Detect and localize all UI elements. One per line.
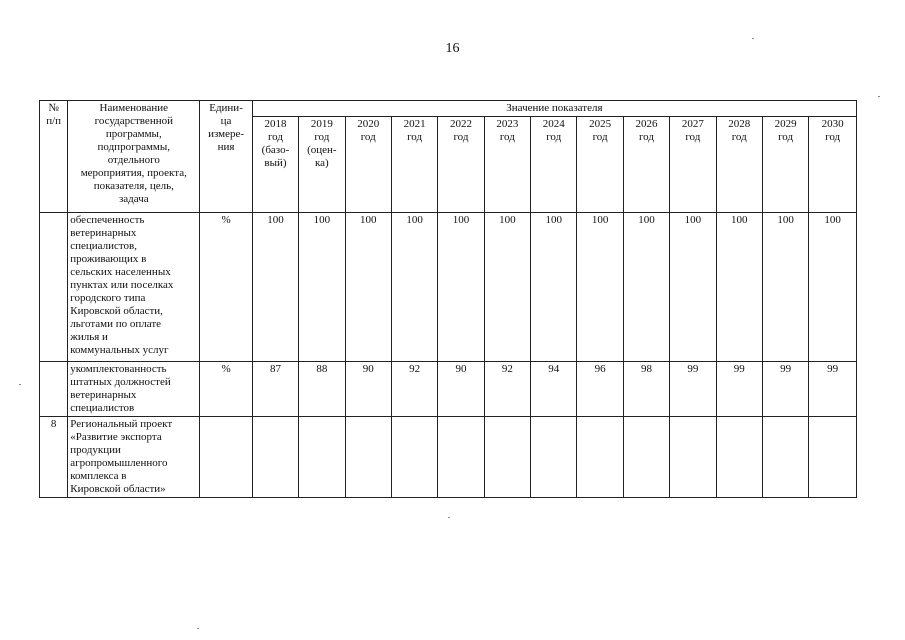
- row-value: [252, 417, 298, 498]
- header-year: 2023 год: [484, 117, 530, 213]
- header-year: 2030 год: [809, 117, 857, 213]
- header-year: 2025 год: [577, 117, 623, 213]
- row-value: 100: [762, 213, 808, 362]
- indicators-table: [39, 100, 857, 498]
- row-unit: %: [200, 213, 252, 362]
- row-value: 99: [809, 362, 857, 417]
- header-year: 2020 год: [345, 117, 391, 213]
- header-year: 2029 год: [762, 117, 808, 213]
- row-value: 92: [391, 362, 437, 417]
- row-unit: [200, 417, 252, 498]
- header-year: 2018 год (базо- вый): [252, 117, 298, 213]
- row-value: 99: [716, 362, 762, 417]
- scan-speck: [197, 628, 199, 629]
- table-row: [40, 213, 857, 362]
- row-value: [577, 417, 623, 498]
- scan-speck: [448, 517, 450, 518]
- row-indicator-name: Региональный проект «Развитие экспорта продукции агропромышленного комплекса в Кировской области»: [68, 417, 200, 498]
- row-value: [531, 417, 577, 498]
- row-value: 100: [438, 213, 484, 362]
- header-year: 2019 год (оцен- ка): [299, 117, 345, 213]
- row-value: [670, 417, 716, 498]
- header-year: 2022 год: [438, 117, 484, 213]
- row-value: 100: [623, 213, 669, 362]
- row-value: [716, 417, 762, 498]
- row-value: 100: [809, 213, 857, 362]
- row-indicator-name: укомплектованность штатных должностей ветеринарных специалистов: [68, 362, 200, 417]
- row-value: 100: [299, 213, 345, 362]
- row-value: 100: [345, 213, 391, 362]
- header-year: 2024 год: [531, 117, 577, 213]
- row-indicator-name: обеспеченность ветеринарных специалистов, проживающих в сельских населенных пунктах или поселках городского типа Кировской области, льготами по оплате жилья и коммунальных услуг: [68, 213, 200, 362]
- row-value: 96: [577, 362, 623, 417]
- row-value: 100: [531, 213, 577, 362]
- scan-speck: [752, 38, 754, 39]
- row-unit: %: [200, 362, 252, 417]
- page-number: 16: [445, 41, 460, 56]
- row-value: [299, 417, 345, 498]
- row-value: [391, 417, 437, 498]
- row-value: 99: [670, 362, 716, 417]
- row-value: [438, 417, 484, 498]
- row-value: [762, 417, 808, 498]
- row-value: [345, 417, 391, 498]
- header-unit: Едини- ца измере- ния: [200, 101, 252, 213]
- row-value: 100: [716, 213, 762, 362]
- header-value-group: Значение показателя: [252, 101, 856, 117]
- row-value: 90: [438, 362, 484, 417]
- row-number: [40, 213, 68, 362]
- row-value: 99: [762, 362, 808, 417]
- row-number: [40, 362, 68, 417]
- row-value: 100: [252, 213, 298, 362]
- header-year: 2027 год: [670, 117, 716, 213]
- header-year: 2021 год: [391, 117, 437, 213]
- row-value: 94: [531, 362, 577, 417]
- row-value: 100: [670, 213, 716, 362]
- row-value: [484, 417, 530, 498]
- row-value: 100: [484, 213, 530, 362]
- header-name: Наименование государственной программы, подпрограммы, отдельного мероприятия, проекта, показателя, цель, задача: [68, 101, 200, 213]
- row-value: 98: [623, 362, 669, 417]
- header-num: № п/п: [40, 101, 68, 213]
- table-row: [40, 362, 857, 417]
- row-value: [809, 417, 857, 498]
- row-value: 92: [484, 362, 530, 417]
- scan-speck: [19, 384, 21, 385]
- table-row: [40, 417, 857, 498]
- row-value: [623, 417, 669, 498]
- header-year: 2026 год: [623, 117, 669, 213]
- row-value: 100: [577, 213, 623, 362]
- row-value: 87: [252, 362, 298, 417]
- row-value: 100: [391, 213, 437, 362]
- header-year: 2028 год: [716, 117, 762, 213]
- row-value: 90: [345, 362, 391, 417]
- row-number: 8: [40, 417, 68, 498]
- scan-speck: [878, 96, 880, 97]
- row-value: 88: [299, 362, 345, 417]
- header-row-group: [40, 101, 857, 117]
